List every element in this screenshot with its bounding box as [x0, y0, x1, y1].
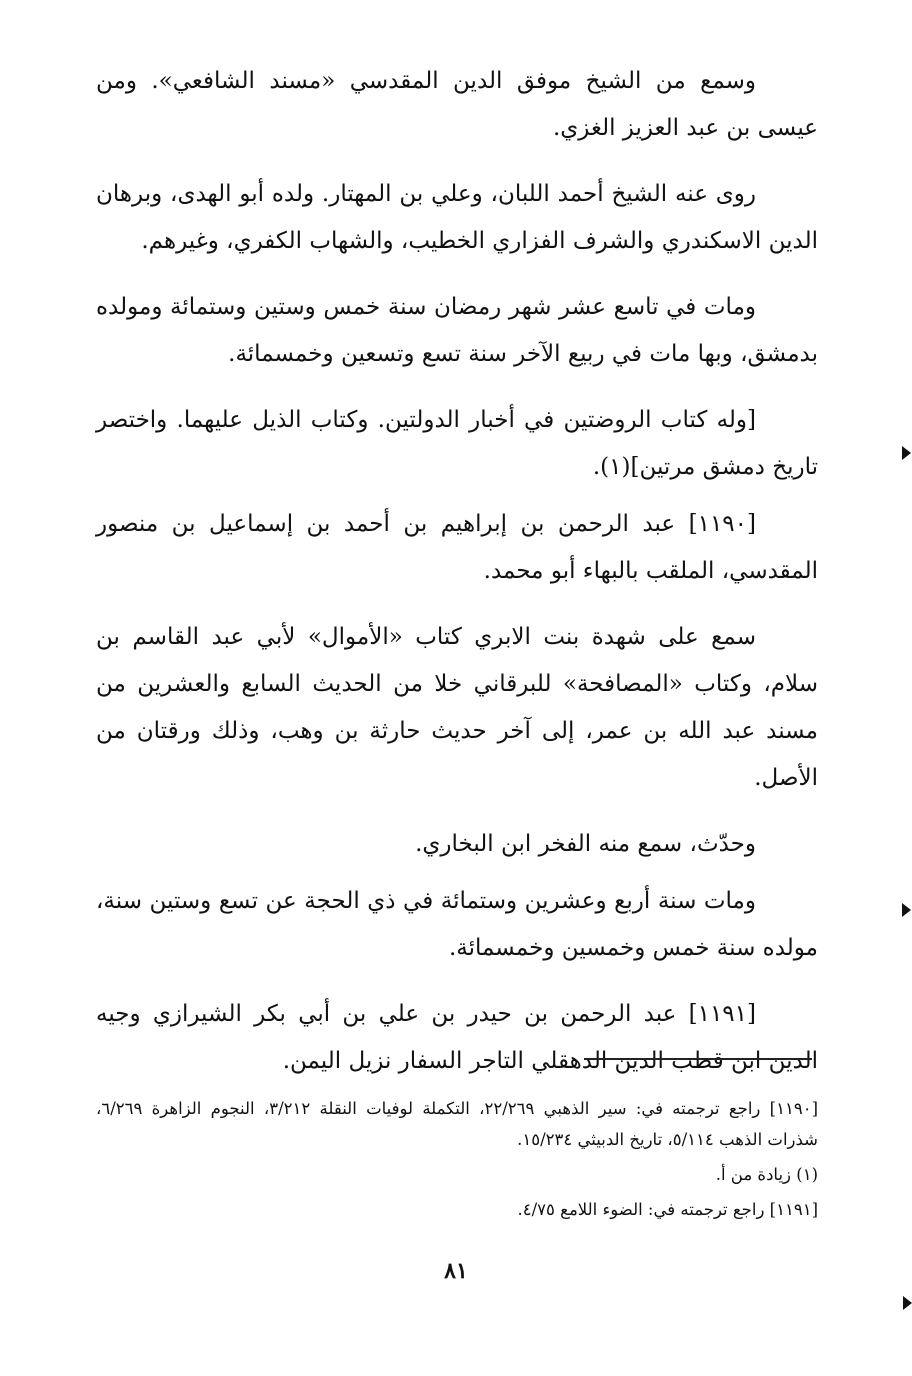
main-text	[96, 58, 818, 1104]
edge-mark-1	[902, 446, 911, 460]
footnote-1190: [١١٩٠] راجع ترجمته في: سير الذهبي ٢٢/٢٦٩، التكملة لوفيات النقلة ٣/٢١٢، النجوم الزاهرة ٦/٢٦٩، شذرات الذهب ٥/١١٤، تاريخ الدبيثي ١٥/٢٣٤.	[96, 1099, 818, 1149]
footnote-divider	[584, 1058, 812, 1060]
footnote-1: (١) زيادة من أ.	[715, 1165, 818, 1184]
page-number: ٨١	[444, 1258, 468, 1284]
paragraph-3: ومات في تاسع عشر شهر رمضان سنة خمس وستين وستمائة ومولده بدمشق، وبها مات في ربيع الآخر سنة تسع وتسعين وخمسمائة.	[96, 294, 818, 367]
footnote-1191: [١١٩١] راجع ترجمته في: الضوء اللامع ٤/٧٥.	[517, 1200, 818, 1219]
paragraph-1: وسمع من الشيخ موفق الدين المقدسي «مسند الشافعي». ومن عيسى بن عبد العزيز الغزي.	[96, 68, 818, 141]
entry-1191-heading: [١١٩١] عبد الرحمن بن حيدر بن علي بن أبي بكر الشيرازي وجيه الدين ابن قطب الدين الدهقلي التاجر السفار نزيل اليمن.	[96, 1001, 818, 1074]
paragraph-2: روى عنه الشيخ أحمد اللبان، وعلي بن المهتار. ولده أبو الهدى، وبرهان الدين الاسكندري والشرف الفزاري الخطيب، والشهاب الكفري، وغيرهم.	[96, 181, 818, 254]
entry-1190-heading: [١١٩٠] عبد الرحمن بن إبراهيم بن أحمد بن إسماعيل بن منصور المقدسي، الملقب بالبهاء أبو محمد.	[96, 511, 818, 584]
footnotes	[96, 1093, 818, 1229]
paragraph-4: [وله كتاب الروضتين في أخبار الدولتين. وكتاب الذيل عليهما. واختصر تاريخ دمشق مرتين](١).	[96, 407, 818, 480]
edge-mark-2	[902, 903, 911, 917]
paragraph-8: ومات سنة أربع وعشرين وستمائة في ذي الحجة عن تسع وستين سنة، مولده سنة خمس وخمسين وخمسمائة.	[96, 888, 818, 961]
paragraph-6: سمع على شهدة بنت الابري كتاب «الأموال» لأبي عبد القاسم بن سلام، وكتاب «المصافحة» للبرقاني خلا من الحديث السابع والعشرين من مسند عبد الله بن عمر، إلى آخر حديث حارثة بن وهب، وذلك ورقتان من الأصل.	[96, 624, 818, 791]
edge-mark-3	[903, 1296, 912, 1310]
paragraph-7: وحدّث، سمع منه الفخر ابن البخاري.	[415, 831, 756, 857]
